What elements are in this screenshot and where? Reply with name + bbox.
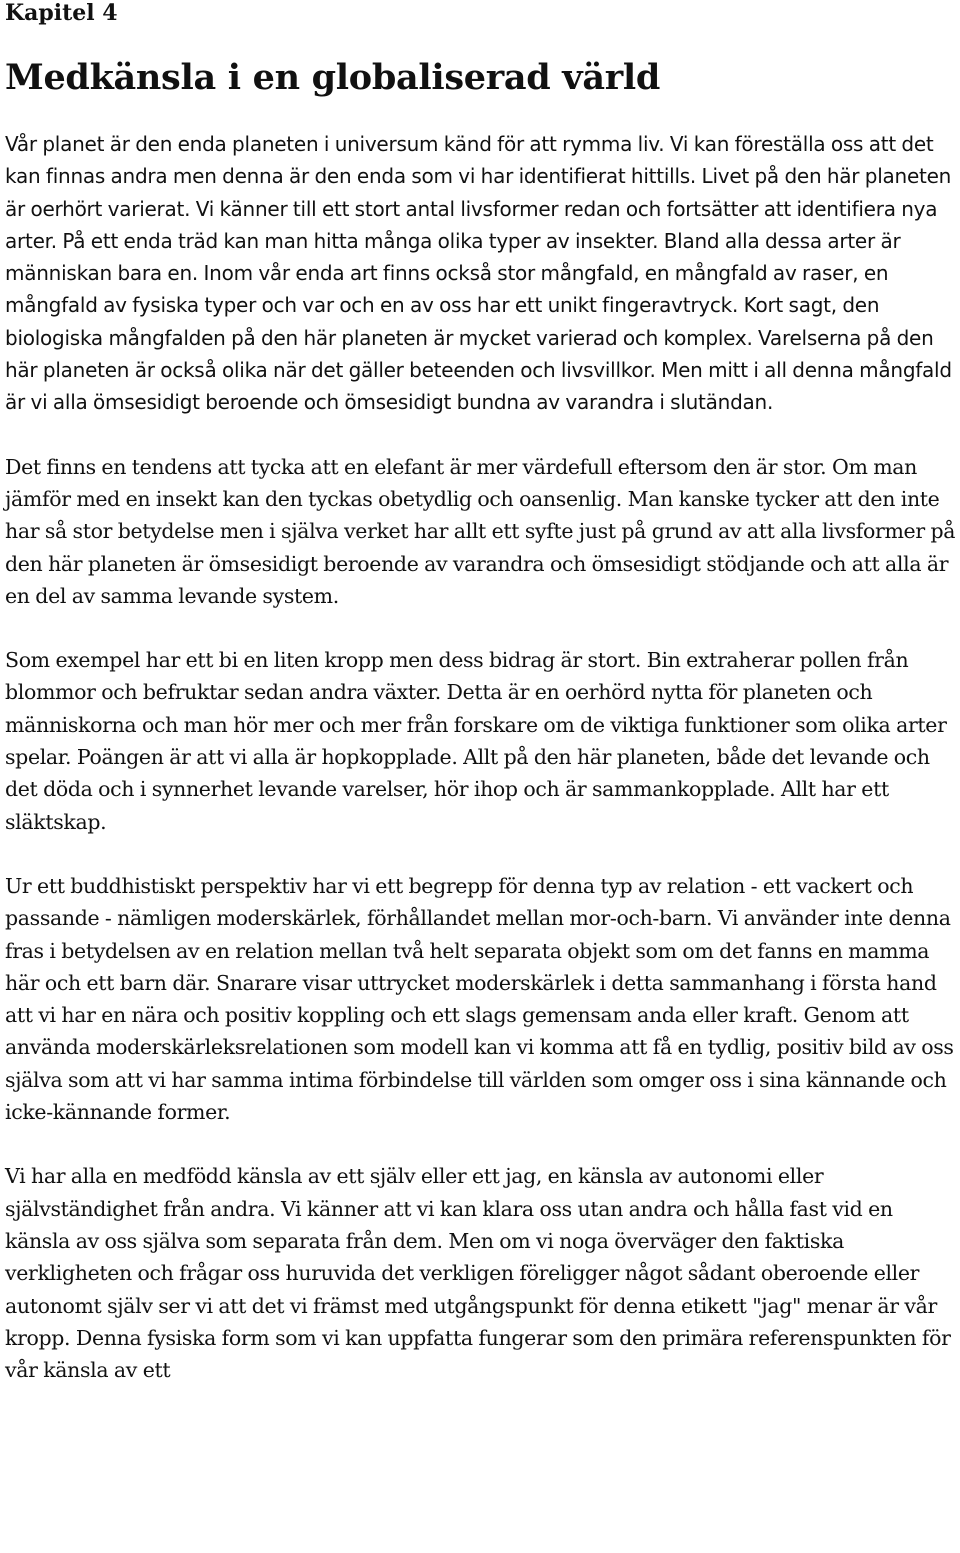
paragraph-2: Det finns en tendens att tycka att en elefant är mer värdefull eftersom den är stor. Om man jämför med en insekt kan den tyckas obetydlig och oansenlig. Man kanske tycker att den inte har så stor betydelse men i själva verket har allt ett syfte just på grund av att alla livsformer på den här planeten är ömsesidigt beroende av varandra och ömsesidigt stödjande och att alla är en del av samma levande system. — [5, 454, 956, 608]
document-page — [5, 0, 957, 1386]
paragraph-4: Ur ett buddhistiskt perspektiv har vi ett begrepp för denna typ av relation - ett vackert och passande - nämligen moderskärlek, förhållandet mellan mor-och-barn. Vi använder inte denna fras i betydelsen av en relation mellan två helt separata objekt som om det fanns en mamma här och ett barn där. Snarare visar uttrycket moderskärlek i detta sammanhang i första hand att vi har en nära och positiv koppling och ett slags gemensam anda eller kraft. Genom att använda moderskärleksrelationen som modell kan vi komma att få en tydlig, positiv bild av oss själva som att vi har samma intima förbindelse till världen som omger oss i sina kännande och icke-kännande former. — [5, 873, 954, 1125]
paragraph-5: Vi har alla en medfödd känsla av ett själv eller ett jag, en känsla av autonomi eller självständighet från andra. Vi känner att vi kan klara oss utan andra och hålla fast vid en känsla av oss själva som separata från dem. Men om vi noga överväger den faktiska verkligheten och frågar oss huruvida det verkligen föreligger något sådant oberoende eller autonomt själv ser vi att det vi främst med utgångspunkt för denna etikett "jag" menar är vår kropp. Denna fysiska form som vi kan uppfatta fungerar som den primära referenspunkten för vår känsla av ett — [5, 1164, 951, 1383]
paragraph-1: Vår planet är den enda planeten i universum känd för att rymma liv. Vi kan föreställa oss att det kan finnas andra men denna är den enda som vi har identifierat hittills. Livet på den här planeten är oerhört varierat. Vi känner till ett stort antal livsformer redan och fortsätter att identifiera nya arter. På ett enda träd kan man hitta många olika typer av insekter. Bland alla dessa arter är människan bara en. Inom vår enda art finns också stor mångfald, en mångfald av raser, en mångfald av fysiska typer och var och en av oss har ett unikt fingeravtryck. Kort sagt, den biologiska mångfalden på den här planeten är mycket varierad och komplex. Varelserna på den här planeten är också olika när det gäller beteenden och livsvillkor. Men mitt i all denna mångfald är vi alla ömsesidigt beroende och ömsesidigt bundna av varandra i slutändan. — [5, 132, 952, 415]
chapter-label: Kapitel 4 — [5, 0, 118, 26]
chapter-title: Medkänsla i en globaliserad värld — [5, 57, 661, 98]
paragraph-3: Som exempel har ett bi en liten kropp men dess bidrag är stort. Bin extraherar pollen från blommor och befruktar sedan andra växter. Detta är en oerhörd nytta för planeten och människorna och man hör mer och mer från forskare om de viktiga funktioner som olika arter spelar. Poängen är att vi alla är hopkopplade. Allt på den här planeten, både det levande och det döda och i synnerhet levande varelser, hör ihop och är sammankopplade. Allt har ett släktskap. — [5, 648, 947, 834]
